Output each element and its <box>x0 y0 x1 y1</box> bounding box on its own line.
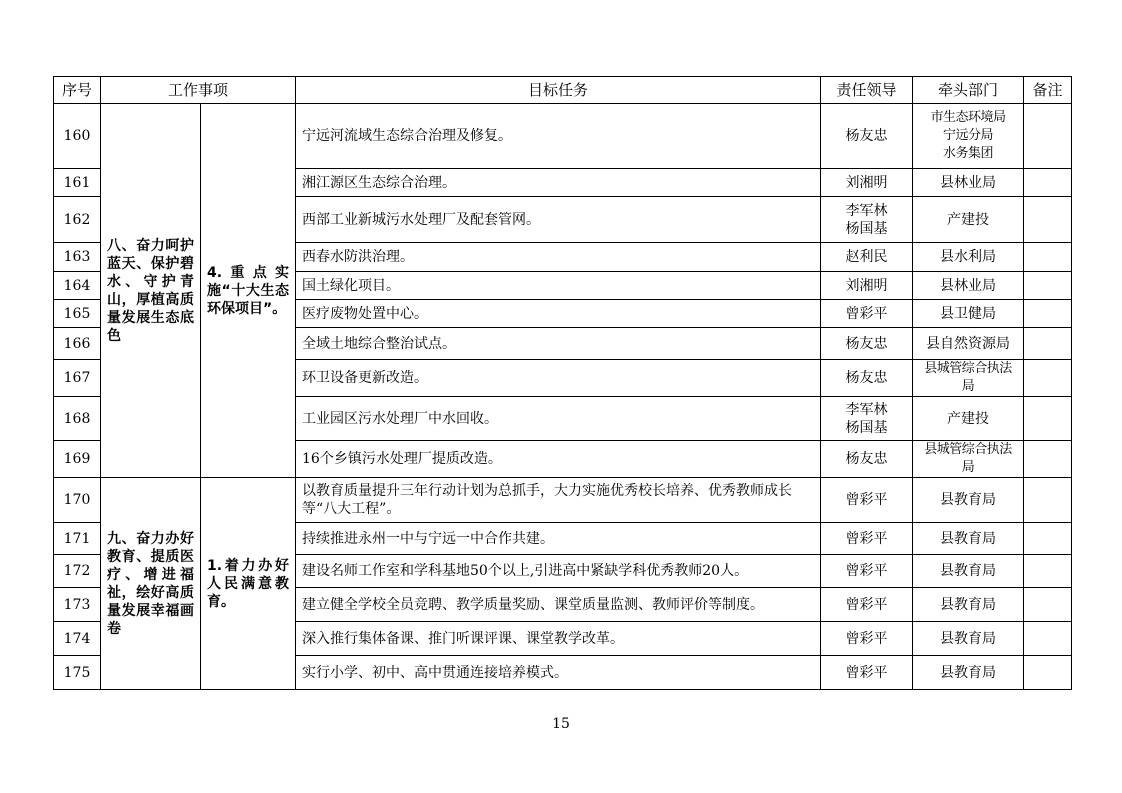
header-work-item: 工作事项 <box>101 77 296 104</box>
task-cell: 医疗废物处置中心。 <box>296 300 821 328</box>
remark-cell <box>1024 169 1072 197</box>
leader-cell: 赵利民 <box>821 243 913 272</box>
row-number: 161 <box>54 169 101 197</box>
header-row <box>54 77 1072 104</box>
department-cell: 县教育局 <box>913 478 1024 523</box>
leader-cell: 杨友忠 <box>821 104 913 169</box>
department-cell: 县林业局 <box>913 169 1024 197</box>
task-cell: 实行小学、初中、高中贯通连接培养模式。 <box>296 656 821 690</box>
department-cell: 县水利局 <box>913 243 1024 272</box>
leader-cell: 李军林 杨国基 <box>821 397 913 441</box>
remark-cell <box>1024 243 1072 272</box>
task-cell: 宁远河流域生态综合治理及修复。 <box>296 104 821 169</box>
leader-cell: 杨友忠 <box>821 360 913 397</box>
subcategory-cell: 4.重点实施“十大生态环保项目”。 <box>201 104 296 478</box>
row-number: 167 <box>54 360 101 397</box>
remark-cell <box>1024 555 1072 588</box>
leader-cell: 杨友忠 <box>821 441 913 478</box>
row-number: 169 <box>54 441 101 478</box>
header-no: 序号 <box>54 77 101 104</box>
department-cell: 县城管综合执法局 <box>913 441 1024 478</box>
row-number: 164 <box>54 272 101 300</box>
leader-cell: 曾彩平 <box>821 555 913 588</box>
department-cell: 县教育局 <box>913 588 1024 622</box>
task-cell: 16个乡镇污水处理厂提质改造。 <box>296 441 821 478</box>
remark-cell <box>1024 328 1072 360</box>
task-cell: 建设名师工作室和学科基地50个以上,引进高中紧缺学科优秀教师20人。 <box>296 555 821 588</box>
task-cell: 西春水防洪治理。 <box>296 243 821 272</box>
task-cell: 深入推行集体备课、推门听课评课、课堂教学改革。 <box>296 622 821 656</box>
remark-cell <box>1024 272 1072 300</box>
row-number: 160 <box>54 104 101 169</box>
leader-cell: 刘湘明 <box>821 169 913 197</box>
department-cell: 县教育局 <box>913 555 1024 588</box>
task-table <box>53 76 1072 690</box>
remark-cell <box>1024 523 1072 555</box>
row-number: 166 <box>54 328 101 360</box>
row-number: 165 <box>54 300 101 328</box>
task-cell: 全域土地综合整治试点。 <box>296 328 821 360</box>
department-cell: 县林业局 <box>913 272 1024 300</box>
row-number: 171 <box>54 523 101 555</box>
department-cell: 市生态环境局 宁远分局 水务集团 <box>913 104 1024 169</box>
department-cell: 县教育局 <box>913 523 1024 555</box>
task-cell: 国土绿化项目。 <box>296 272 821 300</box>
row-number: 163 <box>54 243 101 272</box>
leader-cell: 曾彩平 <box>821 478 913 523</box>
task-cell: 以教育质量提升三年行动计划为总抓手，大力实施优秀校长培养、优秀教师成长等“八大工程”。 <box>296 478 821 523</box>
leader-cell: 曾彩平 <box>821 656 913 690</box>
row-number: 168 <box>54 397 101 441</box>
category-cell: 八、奋力呵护蓝天、保护碧水、守护青山，厚植高质量发展生态底色 <box>101 104 201 478</box>
leader-cell: 刘湘明 <box>821 272 913 300</box>
leader-cell: 曾彩平 <box>821 588 913 622</box>
department-cell: 产建投 <box>913 197 1024 243</box>
department-cell: 县自然资源局 <box>913 328 1024 360</box>
row-number: 174 <box>54 622 101 656</box>
task-cell: 西部工业新城污水处理厂及配套管网。 <box>296 197 821 243</box>
task-cell: 环卫设备更新改造。 <box>296 360 821 397</box>
remark-cell <box>1024 656 1072 690</box>
remark-cell <box>1024 441 1072 478</box>
task-cell: 建立健全学校全员竞聘、教学质量奖励、课堂质量监测、教师评价等制度。 <box>296 588 821 622</box>
remark-cell <box>1024 197 1072 243</box>
leader-cell: 曾彩平 <box>821 523 913 555</box>
department-cell: 县城管综合执法局 <box>913 360 1024 397</box>
row-number: 173 <box>54 588 101 622</box>
remark-cell <box>1024 622 1072 656</box>
row-number: 162 <box>54 197 101 243</box>
task-cell: 持续推进永州一中与宁远一中合作共建。 <box>296 523 821 555</box>
subcategory-cell: 1.着力办好人民满意教育。 <box>201 478 296 690</box>
remark-cell <box>1024 588 1072 622</box>
table-row <box>54 104 1072 169</box>
remark-cell <box>1024 397 1072 441</box>
page-number: 15 <box>552 716 570 732</box>
remark-cell <box>1024 360 1072 397</box>
department-cell: 产建投 <box>913 397 1024 441</box>
row-number: 172 <box>54 555 101 588</box>
remark-cell <box>1024 300 1072 328</box>
department-cell: 县教育局 <box>913 656 1024 690</box>
task-cell: 湘江源区生态综合治理。 <box>296 169 821 197</box>
leader-cell: 李军林 杨国基 <box>821 197 913 243</box>
header-department: 牵头部门 <box>913 77 1024 104</box>
leader-cell: 曾彩平 <box>821 622 913 656</box>
header-leader: 责任领导 <box>821 77 913 104</box>
department-cell: 县教育局 <box>913 622 1024 656</box>
remark-cell <box>1024 478 1072 523</box>
row-number: 170 <box>54 478 101 523</box>
department-cell: 县卫健局 <box>913 300 1024 328</box>
remark-cell <box>1024 104 1072 169</box>
task-cell: 工业园区污水处理厂中水回收。 <box>296 397 821 441</box>
leader-cell: 曾彩平 <box>821 300 913 328</box>
table-row <box>54 478 1072 523</box>
header-remark: 备注 <box>1024 77 1072 104</box>
category-cell: 九、奋力办好教育、提质医疗、增进福祉，绘好高质量发展幸福画卷 <box>101 478 201 690</box>
header-target: 目标任务 <box>296 77 821 104</box>
leader-cell: 杨友忠 <box>821 328 913 360</box>
row-number: 175 <box>54 656 101 690</box>
